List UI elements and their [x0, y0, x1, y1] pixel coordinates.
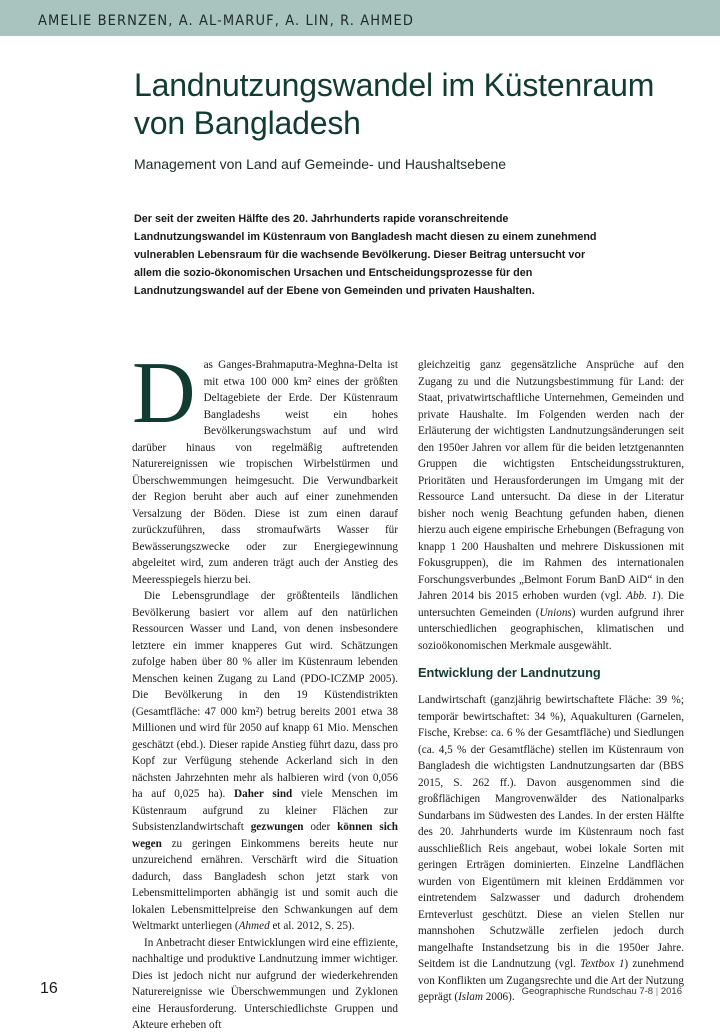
- page-number: 16: [40, 980, 58, 997]
- paragraph-land-use-development: Landwirtschaft (ganzjährig bewirtschaftete Fläche: 39 %; temporär bewirtschaftet: 34 %), Aquakulturen (Garnelen, Fische, Krebse: ca. 6 % der Gesamtfläche) und Siedlungen (ca. 4,5 % der Gesamtfläche) stellen im Küstenraum von Bangladesh die wichtigsten Landnutzungsarten dar (BBS 2015, S. 262 ff.). Davon ausgenommen sind die großflächigen Mangrovenwälder des Nationalparks Sundarbans im Südwesten des Landes. In der ersten Hälfte des 20. Jahrhunderts wurde im Küstenraum noch fast ausschließlich Reis angebaut, wobei lokale Sorten mit geringen Erträgen dominierten. Einzelne Landflächen wurden von Eigentümern mit kleinen Erddämmen vor eintretendem Salzwasser und dadurch drohendem Ernteverlust geschützt. Diese an vielen Stellen nur mannshohen Schutzwälle zerfielen jedoch durch mangelhafte Instandsetzung bis in die 1950er Jahre. Seitdem ist die Landnutzung (vgl. Textbox 1) zunehmend von Konflikten um Zugangsrechte und die Art der Nutzung geprägt (Islam 2006).: [418, 694, 684, 1003]
- article-subtitle: Management von Land auf Gemeinde- und Haushaltsebene: [134, 156, 507, 172]
- paragraph-intro-text: as Ganges-Brahmaputra-Meghna-Delta ist mit etwa 100 000 km² eines der größten Deltagebiete der Erde. Der Küstenraum Bangladeshs weist ein hohes Bevölkerungswachstum auf und wird darüber hinaus von regelmäßig auftretenden Naturereignissen wie tropischen Wirbelstürmen und Überschwemmungen heimgesucht. Die Verwundbarkeit der Region beruht aber auch auf einer zunehmenden Versalzung der Böden. Diese ist zum einen darauf zurückzuführen, dass stromaufwärts Wasser für Bewässerungszwecke oder zur Energiegewinnung abgeleitet wird, zum anderen trägt auch der Anstieg des Meeresspiegels hierzu bei.: [132, 359, 398, 586]
- paragraph-actors: gleichzeitig ganz gegensätzliche Ansprüche auf den Zugang zu und die Nutzungsbestimmung für Land: der Staat, privatwirtschaftliche Unternehmen, Gemeinden und private Haushalte. Im Folgenden werden nach der Erläuterung der wichtigsten Landnutzungsänderungen seit den 1950er Jahren vor allem für die beiden letztgenannten Gruppen die wichtigsten Entscheidungsstrukturen, Prioritäten und Herausforderungen im Umgang mit der Ressource Land untersucht. Da diese in der Literatur bisher noch wenig Beachtung gefunden haben, dienen hierzu auch eigene empirische Erhebungen (Befragung von knapp 1 200 Haushalten und mehrere Diskussionen mit Fokusgruppen), die im Rahmen des internationalen Forschungsverbundes „Belmont Forum BanD AiD“ in den Jahren 2014 bis 2015 erhoben wurden (vgl. Abb. 1). Die untersuchten Gemeinden (Unions) wurden aufgrund ihrer unterschiedlichen geographischen, klimatischen und sozioökonomischen Merkmale ausgewählt.: [418, 359, 685, 652]
- lead-paragraph: Der seit der zweiten Hälfte des 20. Jahrhunderts rapide voranschreitende Landnutzungswandel im Küstenraum von Bangladesh macht diesen zu einem zunehmend vulnerablen Lebensraum für die wachsende Bevölkerung. Dieser Beitrag untersucht vor allem die sozio-ökonomischen Ursachen und Entscheidungsprozesse für den Landnutzungswandel auf der Ebene von Gemeinden und privaten Haushalten.: [134, 213, 597, 297]
- body-column-right: [418, 357, 684, 1006]
- journal-name: Geographische Rundschau 7-8: [521, 986, 654, 997]
- journal-year: 2016: [660, 986, 682, 997]
- journal-footer: [522, 986, 682, 997]
- author-line: AMELIE BERNZEN, A. AL-MARUF, A. LIN, R. AHMED: [38, 13, 415, 29]
- body-column-left: [132, 345, 398, 1034]
- paragraph-land-use-challenge: In Anbetracht dieser Entwicklungen wird eine effiziente, nachhaltige und produktive Landnutzung immer wichtiger. Dies ist jedoch nicht nur aufgrund der wiederkehrenden Naturereignisse wie Überschwemmungen und Zyklonen eine Herausforderung. Unterschiedlichste Gruppen und Akteure erheben oft: [132, 936, 398, 1031]
- paragraph-livelihood: Die Lebensgrundlage der größtenteils ländlichen Bevölkerung basiert vor allem auf den natürlichen Ressourcen Wasser und Land, von denen insbesondere letztere ein immer knapperes Gut wird. Schätzungen zufolge haben über 80 % aller im Küstenraum lebenden Menschen keinen Zugang zu Land (PDO-ICZMP 2005). Die Bevölkerung in den 19 Küstendistrikten (Gesamtfläche: 47 000 km²) betrug bereits 2001 etwa 38 Millionen und wird für 2050 auf knapp 61 Mio. Menschen geschätzt (ebd.). Dieser rapide Anstieg führt dazu, dass pro Kopf zur Verfügung stehende Ackerland sich in den nächsten Jahrzehnten mehr als halbieren wird (von 0,056 ha auf 0,025 ha). Daher sind viele Menschen im Küstenraum aufgrund zu kleiner Flächen zur Subsistenzlandwirtschaft gezwungen oder können sich wegen zu geringen Einkommens bereits heute nur unzureichend ernähren. Verschärft wird die Situation dadurch, dass Bangladesh schon jetzt stark von Lebensmittelimporten abhängig ist und somit auch die lokalen Lebensmittelpreise den Schwankungen auf dem Weltmarkt unterliegen (Ahmed et al. 2012, S. 25).: [132, 590, 398, 932]
- footer-separator: |: [655, 986, 659, 997]
- paragraph-intro: [132, 345, 398, 588]
- drop-cap: D: [132, 345, 196, 442]
- section-heading: Entwicklung der Landnutzung: [418, 665, 601, 680]
- article-title: Landnutzungswandel im Küstenraum von Bangladesh: [134, 67, 655, 141]
